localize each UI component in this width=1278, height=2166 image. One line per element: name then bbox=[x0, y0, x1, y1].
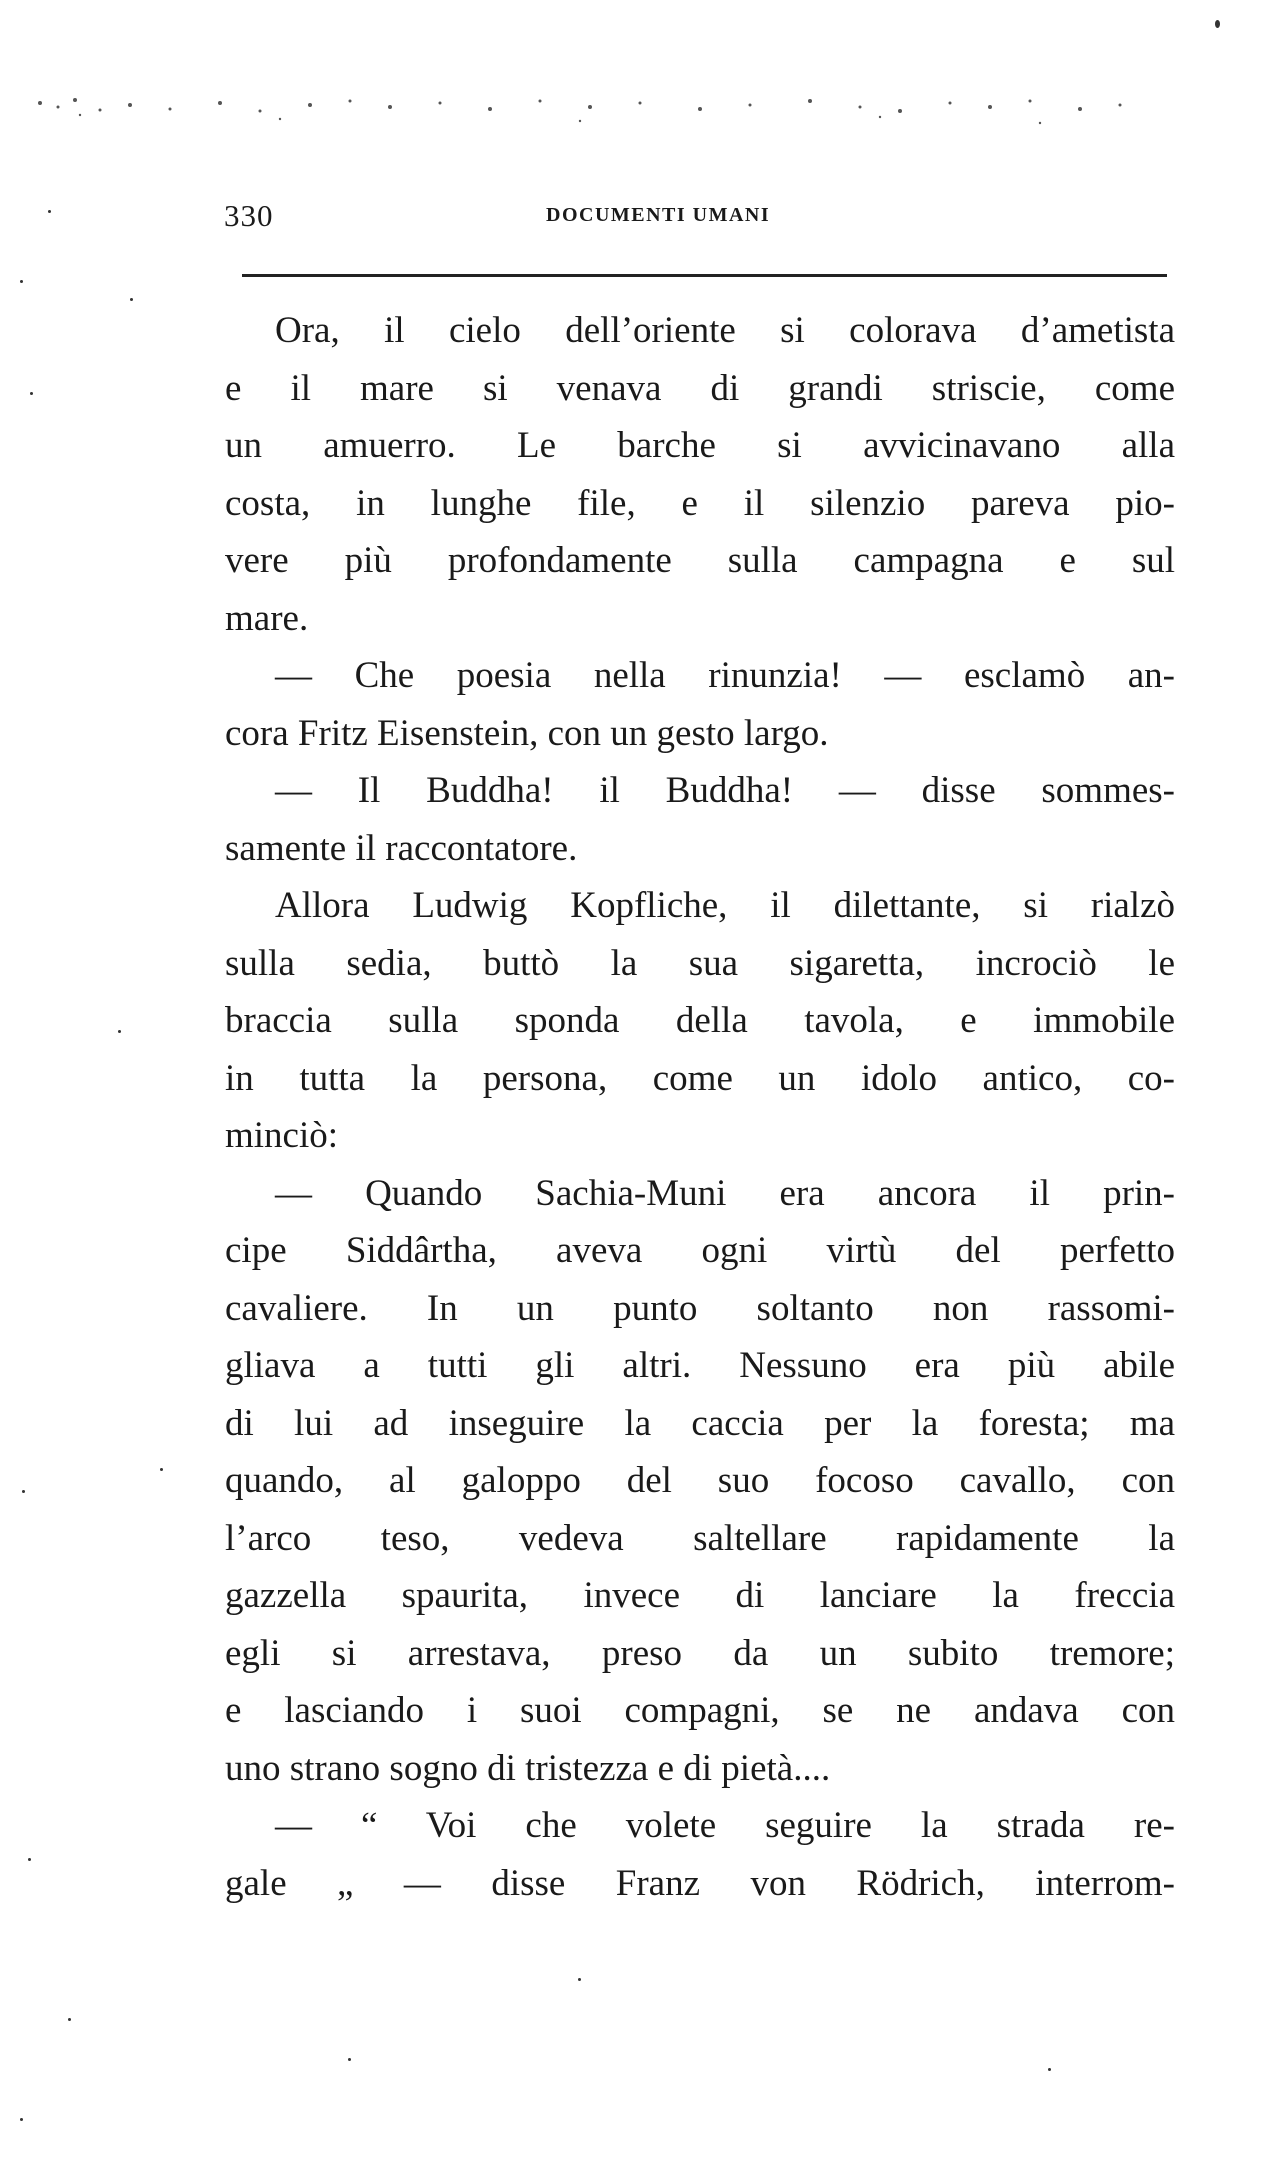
text-line: costa, in lunghe file, e il silenzio pareva pio- bbox=[225, 482, 1175, 524]
text-line: sulla sedia, buttò la sua sigaretta, incrociò le bbox=[225, 942, 1175, 984]
scan-speck bbox=[68, 2018, 71, 2021]
text-line: un amuerro. Le barche si avvicinavano alla bbox=[225, 425, 1175, 466]
text-line: l’arco teso, vedeva saltellare rapidamente la bbox=[225, 1517, 1175, 1559]
scan-speck bbox=[348, 2058, 351, 2061]
text-line: mare. bbox=[225, 597, 309, 639]
text-line: gliava a tutti gli altri. Nessuno era più abile bbox=[225, 1345, 1175, 1386]
text-line: — “ Voi che volete seguire la strada re- bbox=[275, 1805, 1175, 1846]
text-line: samente il raccontatore. bbox=[225, 827, 578, 869]
text-line: di lui ad inseguire la caccia per la foresta; ma bbox=[225, 1402, 1175, 1444]
text-line: Allora Ludwig Kopfliche, il dilettante, si rialzò bbox=[275, 885, 1175, 926]
text-line: minciò: bbox=[225, 1115, 339, 1156]
text-line: — Che poesia nella rinunzia! — esclamò an- bbox=[275, 655, 1175, 696]
scan-speck bbox=[1048, 2068, 1051, 2071]
scan-noise bbox=[20, 85, 1170, 145]
text-line: braccia sulla sponda della tavola, e immobile bbox=[225, 1000, 1175, 1041]
scan-speck bbox=[118, 1030, 121, 1033]
text-line: quando, al galoppo del suo focoso cavallo, con bbox=[225, 1460, 1175, 1501]
text-line: gazzella spaurita, invece di lanciare la freccia bbox=[225, 1575, 1175, 1616]
text-line: cipe Siddârtha, aveva ogni virtù del perfetto bbox=[225, 1230, 1175, 1271]
scan-speck bbox=[130, 298, 133, 301]
text-line: Ora, il cielo dell’oriente si colorava d’ametista bbox=[275, 310, 1175, 351]
scan-speck bbox=[160, 1468, 163, 1471]
scan-speck bbox=[578, 1978, 581, 1981]
body-text bbox=[225, 302, 1175, 1912]
scan-speck bbox=[22, 1490, 25, 1493]
text-line: gale „ — disse Franz von Rödrich, interrom- bbox=[225, 1862, 1175, 1904]
page-header bbox=[224, 198, 1174, 242]
scan-speck bbox=[48, 210, 51, 213]
running-title: DOCUMENTI UMANI bbox=[546, 204, 771, 226]
scan-speck bbox=[28, 1858, 31, 1861]
text-line: egli si arrestava, preso da un subito tremore; bbox=[225, 1632, 1175, 1674]
text-line: cavaliere. In un punto soltanto non rassomi- bbox=[225, 1287, 1175, 1329]
scan-speck bbox=[20, 280, 23, 283]
text-line: — Il Buddha! il Buddha! — disse sommes- bbox=[275, 770, 1175, 811]
text-line: uno strano sogno di tristezza e di pietà.... bbox=[225, 1747, 831, 1789]
page-number: 330 bbox=[224, 198, 274, 233]
text-line: e lasciando i suoi compagni, se ne andava con bbox=[225, 1690, 1175, 1731]
text-line: in tutta la persona, come un idolo antico, co- bbox=[225, 1057, 1175, 1099]
text-line: — Quando Sachia-Muni era ancora il prin- bbox=[275, 1172, 1175, 1214]
header-rule bbox=[242, 274, 1167, 277]
scan-speck bbox=[30, 392, 33, 395]
scan-speck bbox=[1215, 20, 1220, 28]
scan-speck bbox=[20, 2118, 23, 2121]
text-line: cora Fritz Eisenstein, con un gesto largo. bbox=[225, 712, 829, 754]
text-line: vere più profondamente sulla campagna e sul bbox=[225, 540, 1175, 581]
text-line: e il mare si venava di grandi striscie, come bbox=[225, 367, 1175, 409]
